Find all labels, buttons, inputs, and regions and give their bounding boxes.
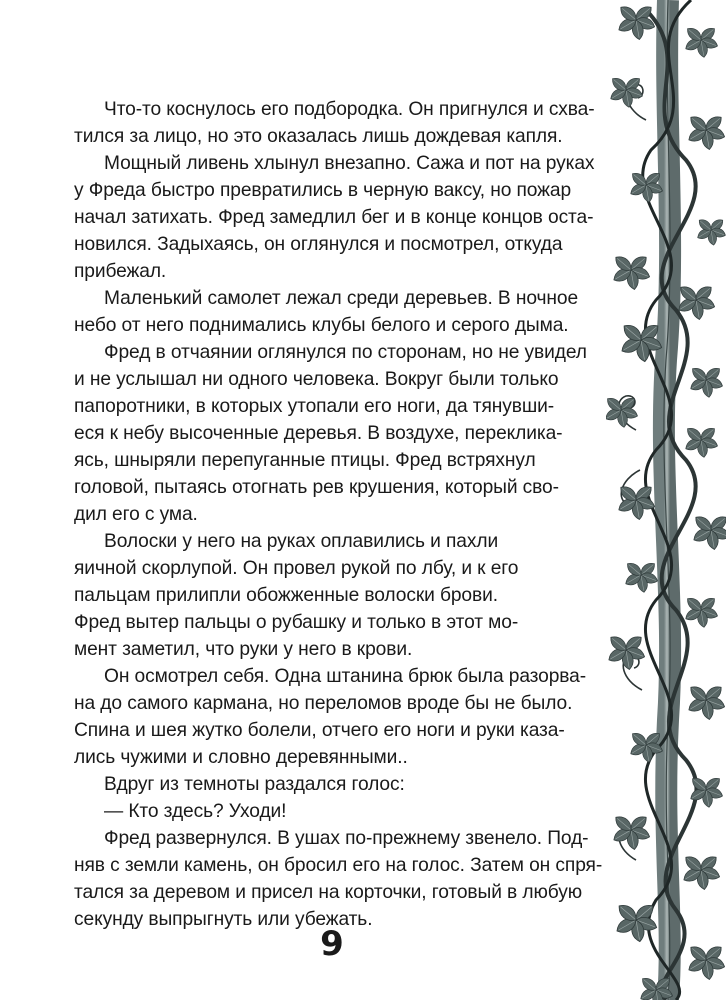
text-line: новился. Задыхаясь, он оглянулся и посмотрел, откуда [74,234,563,255]
text-line: небо от него поднимались клубы белого и серого дыма. [74,315,569,336]
text-line: лись чужими и словно деревянными.. [74,747,408,768]
text-line: Мощный ливень хлынул внезапно. Сажа и пот на руках [104,153,595,174]
text-line: Спина и шея жутко болели, отчего его ноги и руки каза- [74,720,565,741]
text-line: головой, пытаясь отогнать рев крушения, который сво- [74,477,559,498]
text-line: няв с земли камень, он бросил его на голос. Затем он спря- [74,855,603,876]
body-text [74,96,603,933]
text-line: Фред развернулся. В ушах по-прежнему звенело. Под- [104,828,589,849]
text-line: папоротники, в которых утопали его ноги, да тянувши- [74,396,555,417]
text-line: Вдруг из темноты раздался голос: [104,774,405,795]
text-line: Фред в отчаянии оглянулся по сторонам, но не увидел [104,342,587,363]
text-line: ясь, шныряли перепуганные птицы. Фред встряхнул [74,450,536,471]
text-line: тился за лицо, но это оказалась лишь дождевая капля. [74,126,563,147]
text-line: у Фреда быстро превратились в черную ваксу, но пожар [74,180,572,201]
text-line: — Кто здесь? Уходи! [104,801,287,822]
text-line: еся к небу высоченные деревья. В воздухе, переклика- [74,423,563,444]
vine-decoration-icon [606,0,726,1000]
text-line: дил его с ума. [74,504,198,525]
text-line: пальцам прилипли обожженные волоски брови. [74,585,498,606]
text-line: тался за деревом и присел на корточки, готовый в любую [74,882,583,903]
text-line: и не услышал ни одного человека. Вокруг были только [74,369,559,390]
text-line: Он осмотрел себя. Одна штанина брюк была разорва- [104,666,587,687]
text-line: Маленький самолет лежал среди деревьев. В ночное [104,288,579,309]
text-line: Фред вытер пальцы о рубашку и только в этот мо- [74,612,519,633]
text-line: Волоски у него на руках оплавились и пахли [104,531,499,552]
text-line: начал затихать. Фред замедлил бег и в конце концов оста- [74,207,594,228]
text-line: яичной скорлупой. Он провел рукой по лбу, и к его [74,558,519,579]
text-line: на до самого кармана, но переломов вроде бы не было. [74,693,573,714]
page-number: 9 [320,924,344,964]
text-line: мент заметил, что руки у него в крови. [74,639,413,660]
text-line: Что-то коснулось его подбородка. Он пригнулся и схва- [104,99,595,120]
text-line: секунду выпрыгнуть или убежать. [74,909,373,930]
text-line: прибежал. [74,261,167,282]
